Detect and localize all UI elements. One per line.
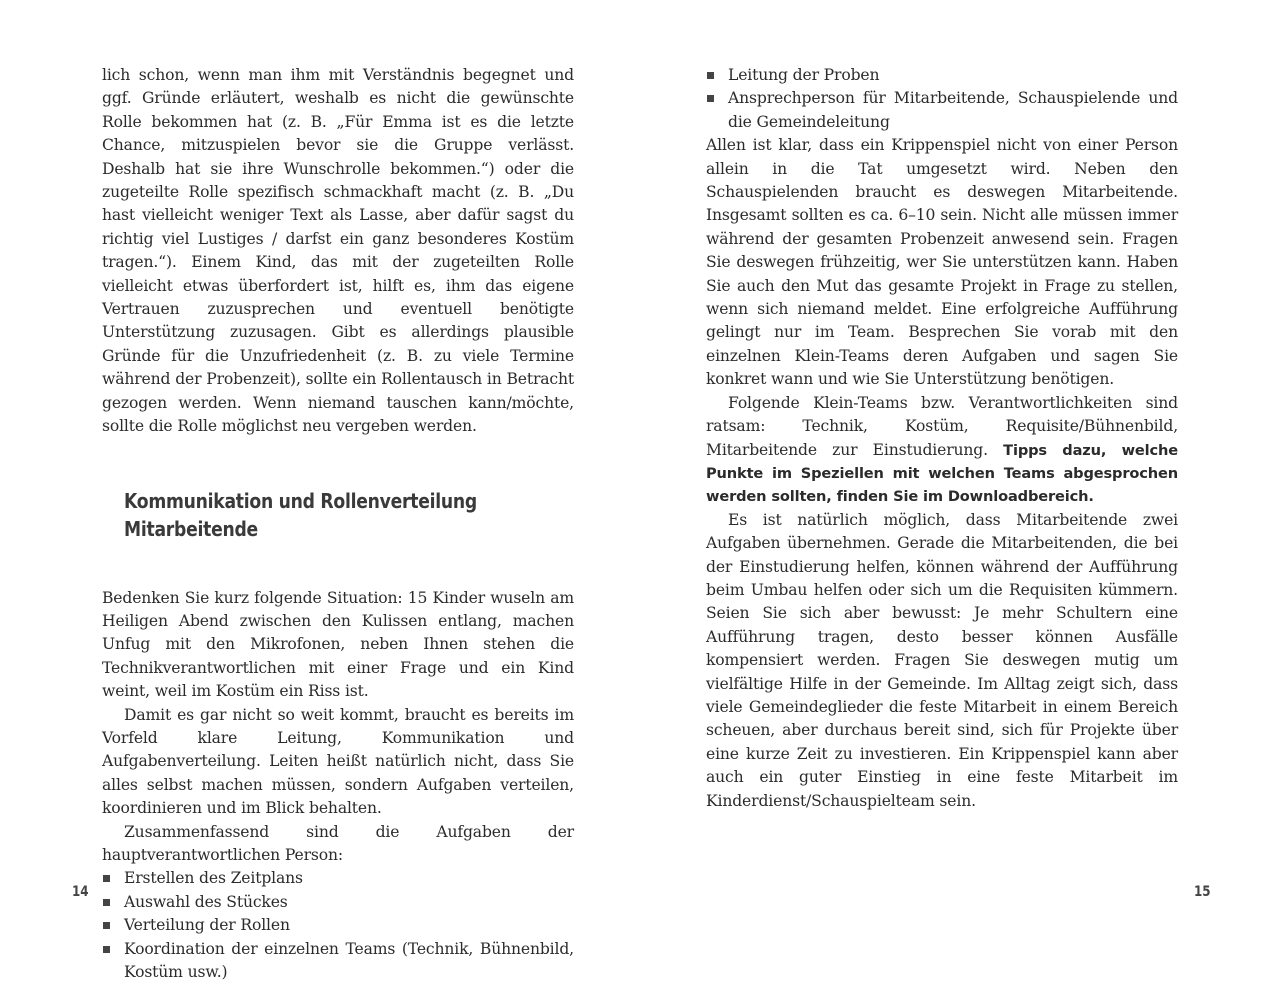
paragraph-small-teams: [706, 392, 1178, 509]
download-tip: Tipps dazu, welche Punkte im Speziellen mit welchen Teams abgesprochen werden sollten, finden Sie im Downloadbereich.: [706, 441, 1178, 506]
page-number-left: 14: [72, 884, 89, 900]
paragraph-situation: Bedenken Sie kurz folgende Situation: 15 Kinder wuseln am Heiligen Abend zwischen den Kulissen entlang, machen Unfug mit den Mikrofonen, neben Ihnen stehen die Technikverantwortlichen mit einer Frage und ein Kind weint, weil im Kostüm ein Riss ist.: [102, 588, 574, 701]
list-item: Koordination der einzelnen Teams (Technik, Bühnenbild, Kostüm usw.): [102, 938, 574, 984]
list-item: Auswahl des Stückes: [102, 891, 574, 914]
paragraph-team: Allen ist klar, dass ein Krippenspiel nicht von einer Person allein in die Tat umgesetzt wird. Neben den Schauspielenden braucht es deswegen Mitarbeitende. Insgesamt sollten es ca. 6–10 sein. Nicht alle müssen immer während der gesamten Probenzeit anwesend sein. Fragen Sie deswegen frühzeitig, wer Sie unterstützen kann. Haben Sie auch den Mut das gesamte Projekt in Frage zu stellen, wenn sich niemand meldet. Eine erfolgreiche Aufführung gelingt nur im Team. Besprechen Sie vorab mit den einzelnen Klein-Teams deren Aufgaben und sagen Sie konkret wann und wie Sie Unterstützung benötigen.: [706, 136, 1178, 389]
list-item: Ansprechperson für Mitarbeitende, Schauspielende und die Gemeindeleitung: [706, 87, 1178, 134]
section-heading: [124, 487, 584, 543]
small-teams-text: Folgende Klein-Teams bzw. Verantwortlichkeiten sind ratsam: Technik, Kostüm, Requisite/Bühnenbild, Mitarbeitende zur Einstudierung.: [706, 393, 1178, 459]
paragraph-summary: Zusammenfassend sind die Aufgaben der hauptverantwortlichen Person:: [102, 822, 574, 864]
paragraph-shared-tasks: Es ist natürlich möglich, dass Mitarbeitende zwei Aufgaben übernehmen. Gerade die Mitarbeitenden, die bei der Einstudierung helfen, können während der Aufführung beim Umbau helfen oder sich um die Requisiten kümmern. Seien Sie sich aber bewusst: Je mehr Schultern eine Aufführung tragen, desto besser können Ausfälle kompensiert werden. Fragen Sie deswegen mutig um vielfältige Hilfe in der Gemeinde. Im Alltag zeigt sich, dass viele Gemeindeglieder die feste Mitarbeit in einem Bereich scheuen, aber durchaus bereit sind, sich für Projekte über eine kurze Zeit zu investieren. Ein Krippenspiel kann aber auch ein guter Einstieg in eine feste Mitarbeit im Kinderdienst/Schauspielteam sein.: [706, 510, 1178, 810]
task-list: [102, 867, 574, 984]
intro-paragraph: lich schon, wenn man ihm mit Verständnis begegnet und ggf. Gründe erläutert, weshalb es nicht die gewünschte Rolle bekommen hat (z. B. „Für Emma ist es die letzte Chance, mitzuspielen bevor sie die Gruppe verlässt. Deshalb hat sie ihre Wunschrolle bekommen.“) oder die zugeteilte Rolle spezifisch schmackhaft macht (z. B. „Du hast vielleicht weniger Text als Lasse, aber dafür sagst du richtig viel Lustiges / darfst ein ganz besonderes Kostüm tragen.“). Einem Kind, das mit der zugeteilten Rolle vielleicht etwas überfordert ist, hilft es, ihm das eigene Vertrauen zuzusprechen und eventuell benötigte Unterstützung zuzusagen. Gibt es allerdings plausible Gründe für die Unzufriedenheit (z. B. zu viele Termine während der Probenzeit), sollte ein Rollentausch in Betracht gezogen werden. Wenn niemand tauschen kann/möchte, sollte die Rolle möglichst neu vergeben werden.: [102, 66, 574, 436]
list-item: Erstellen des Zeitplans: [102, 867, 574, 890]
paragraph-leadership: Damit es gar nicht so weit kommt, braucht es bereits im Vorfeld klare Leitung, Kommunikation und Aufgabenverteilung. Leiten heißt natürlich nicht, dass Sie alles selbst machen müssen, sondern Aufgaben verteilen, koordinieren und im Blick behalten.: [102, 705, 574, 818]
page-number-right: 15: [1194, 884, 1211, 900]
task-list-continued: [706, 64, 1178, 134]
list-item: Verteilung der Rollen: [102, 914, 574, 937]
right-page: [706, 64, 1178, 813]
section-heading-line1: Kommunikation und Rollenverteilung: [124, 488, 477, 513]
list-item: Leitung der Proben: [706, 64, 1178, 87]
section-heading-line2: Mitarbeitende: [124, 516, 258, 541]
left-page: [102, 64, 574, 984]
